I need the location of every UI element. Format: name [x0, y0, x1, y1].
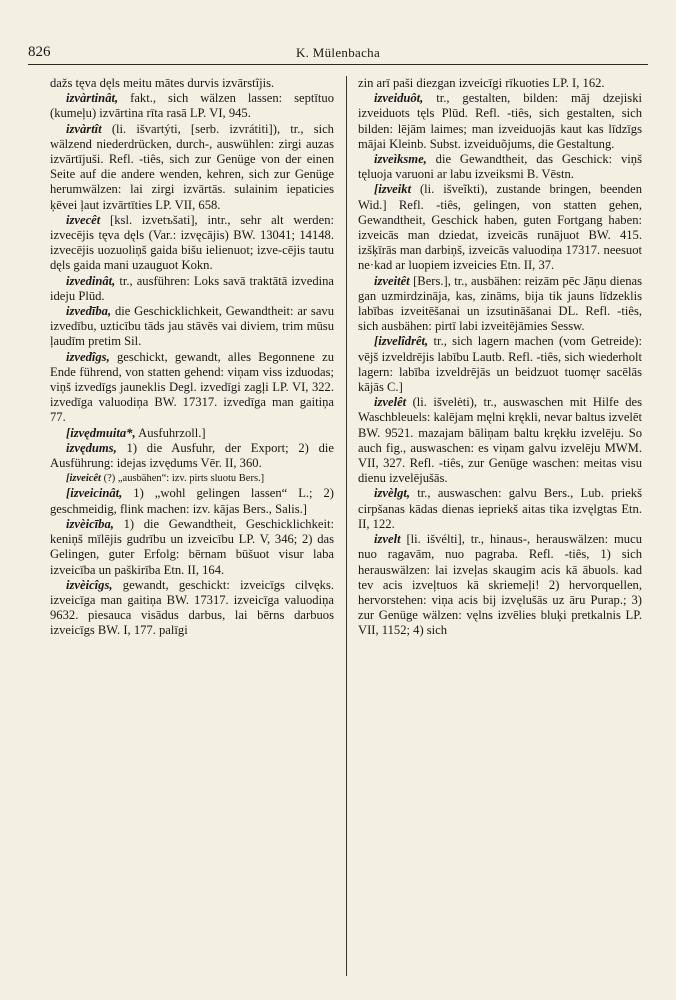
entry-headword: izveiduôt, [374, 91, 424, 106]
dictionary-entry [50, 426, 334, 441]
entry-text: fakt., sich wälzen lassen: septītuo (kumeļu) izvārtina rīta rasā LP. VI, 945. [50, 91, 334, 121]
page-header [28, 42, 648, 65]
entry-headword: [izvelîdrêt, [374, 334, 429, 349]
entry-headword: izvędums, [66, 440, 117, 455]
entry-text: Ausfuhrzoll.] [138, 425, 206, 440]
dictionary-entry [358, 91, 642, 152]
entry-headword: izvedība, [66, 304, 112, 319]
dictionary-entry [358, 76, 642, 91]
column-divider [346, 76, 347, 976]
entry-headword: izvàrtinât, [66, 91, 119, 106]
dictionary-entry [50, 517, 334, 578]
page-number: 826 [28, 44, 51, 60]
dictionary-entry [50, 350, 334, 426]
dictionary-entry [358, 182, 642, 273]
dictionary-entry [50, 76, 334, 91]
entry-text: tr., ausführen: Loks savā traktātā izvedina ideju Plūd. [50, 273, 334, 303]
dictionary-entry [358, 334, 642, 395]
dictionary-entry [50, 441, 334, 471]
entry-text: (li. išvelėti), tr., auswaschen mit Hilfe des Waschbleuels: kalējam męlni krękli, nevar baltus izvelēt BW. 9521. mazajam bāliņam baltu krękłu izvelēju. So auch fig., auswaschen: es viņam galvu izvelēju MWM. VII, 327. Refl. -tiês, zur Genüge waschen: meitas visu dienu izvelējušās. [358, 395, 642, 486]
entry-headword: izveitêt [374, 273, 410, 288]
entry-text: (?) „ausbähen“: izv. pirts sluotu Bers.] [103, 473, 265, 485]
dictionary-entry [358, 486, 642, 532]
entry-headword: izvèlgt, [374, 486, 411, 501]
dictionary-entry [50, 304, 334, 350]
entry-headword: [izveikt [374, 182, 412, 197]
dictionary-entry [50, 274, 334, 304]
entry-headword: izvelt [374, 532, 401, 547]
entry-headword: [izvędmuita*, [66, 425, 136, 440]
dictionary-entry [50, 213, 334, 274]
dictionary-entry [50, 122, 334, 213]
entry-text: [li. išvélti], tr., hinaus-, herauswälzen: mucu nuo ragavām, nuo pagraba. Refl. -tiês, 1) sich herauswälzen: lai izveļas skaugim acis kā ābuols. kad tev acis izveļtuos kā skriemeļi! 2) hervorquellen, hervorstehen: viņa acis bij izvęlušās uz āru Purap.; 3) zur Genüge wälzen: vęlns izvēlies bluķi pretkalnis LP. VII, 1152; 4) sich [358, 532, 642, 638]
entry-headword: [izveicinât, [66, 486, 123, 501]
entry-text: 1) die Ausfuhr, der Export; 2) die Ausführung: idejas izvędums Vēr. II, 360. [50, 440, 334, 471]
entry-text: dažs tęva dęls meitu mātes durvis izvārstîjis. [50, 76, 275, 90]
entry-headword: izvàrtît [66, 121, 102, 136]
entry-text: die Gewandtheit, das Geschick: viņš tęluoja varuoni ar labu izveiksmi B. Vēstn. [358, 152, 642, 182]
dictionary-entry [358, 274, 642, 335]
dictionary-entry [50, 91, 334, 121]
entry-headword: izvedîgs, [66, 349, 110, 364]
entry-text: zin arī paši diezgan izveicīgi rīkuoties LP. I, 162. [358, 76, 605, 90]
dictionary-entry [50, 578, 334, 639]
running-head: K. Mülenbacha [295, 45, 381, 60]
entry-headword: izvecêt [66, 212, 101, 227]
dictionary-entry [50, 471, 334, 486]
entry-text: 1) die Gewandtheit, Geschicklichkeit: keniņš mīlējis gudrību un izveicību LP. V, 346; 2) das Gelingen, guter Erfolg: bērnam būšuot visur laba izveicība un paškirība Etn. II, 164. [50, 516, 334, 577]
entry-headword: izvèicîgs, [66, 577, 113, 592]
entry-text: geschickt, gewandt, alles Begonnene zu Ende führend, von statten gehend: viņam viss izduodas; viņš izvedīgs jauneklis Degl. izvedīgi zagļi LP. VI, 322. izvedīga valuodiņa BW. 17317. izvedīga man gaitiņa 77. [50, 349, 334, 425]
entry-text: [ksl. izvetъšati], intr., sehr alt werden: izvecējis tęva dęls (Var.: izvęcājis) BW. 13041; 14148. izvecējis uozuoliņš gaida bišu ielienuot; izve-cējis tautu dęls gaida mani uzauguot Kokn. [50, 212, 334, 273]
entry-text: 1) „wohl gelingen lassen“ L.; 2) geschmeidig, flink machen: izv. kājas Bers., Salis.] [50, 486, 334, 516]
entry-text: (li. išveĩkti), zustande bringen, beenden Wid.] Refl. -tiês, gelingen, von statten gehen, Gewandtheit, Geschick haben, guten Fortgang haben: izveicās man dziedat, izveicās runājuot BW. 415. izšķīrās man darbiņš, izveicās valuodiņa 17317. neesuot ne·kad ar luopiem izveicies Etn. II, 37. [358, 182, 642, 273]
entry-text: (li. išvartýti, [serb. izvrátiti]), tr., sich wälzend niederdrücken, durch-, auswühlen: zirgi auzas izvārtījuši. Refl. -tiês, sich zur Genüge von der einen Seite auf die andere wenden, kehren, sich zur Genüge herumwälzen: lai zirgi izvārtās. sulainim iepaticies ķēvei ļaut izvārtīties LP. VII, 658. [50, 121, 334, 212]
entry-text: tr., sich lagern machen (vom Getreide): vējš izveldrējis labību Lautb. Refl. -tiês, sich wiederholt lagern: labība izveldrējās un beidzuot tuomęr sacēlās kājās C.] [358, 334, 642, 395]
entry-headword: izvelêt [374, 395, 407, 410]
entry-text: tr., auswaschen: galvu Bers., Lub. priekš cirpšanas kādas dienas iepriekš aitas tika izvęlgtas Etn. II, 122. [358, 486, 642, 531]
dictionary-entry [50, 486, 334, 516]
dictionary-entry [358, 532, 642, 638]
left-column [50, 76, 334, 976]
dictionary-entry [358, 152, 642, 182]
entry-headword: izvedinât, [66, 273, 116, 288]
entry-headword: [izveicêt [66, 473, 101, 485]
entry-text: die Geschicklichkeit, Gewandtheit: ar savu izvedību, uzticību tāds jau stāvēs vai diviem, trim mūsu ļaudīm pretim Sil. [50, 304, 334, 349]
entry-headword: izvèicība, [66, 516, 114, 531]
dictionary-entry [358, 395, 642, 486]
entry-headword: izveìksme, [374, 152, 427, 167]
entry-text: [Bers.], tr., ausbähen: reizām pēc Jāņu dienas gan uzmirdzināja, kas, zināms, bija tik jauns līdzeklis labības izveitēšanai un izsutināšanai DL. Refl. -tiês, sich ausbähen: pirtī labi izveitējāmies Sessw. [358, 273, 642, 334]
entry-text: tr., gestalten, bilden: māj dzejiski izveiduots tęls Plūd. Refl. -tiês, sich gestalten, sich bilden: lējām laimes; man izveiduojās kaut kas līdzīgs mājai Kleinb. Subst. izveiduõjums, die Gestaltung. [358, 91, 642, 151]
right-column [358, 76, 642, 976]
entry-text: gewandt, geschickt: izveicīgs cilvęks. izveicīga man gaitiņa BW. 17317. izveicīga valuodiņa 9632. piesauca visādus darbus, lai bērns darbuos izveicīgs BW. I, 177. palīgi [50, 577, 334, 638]
